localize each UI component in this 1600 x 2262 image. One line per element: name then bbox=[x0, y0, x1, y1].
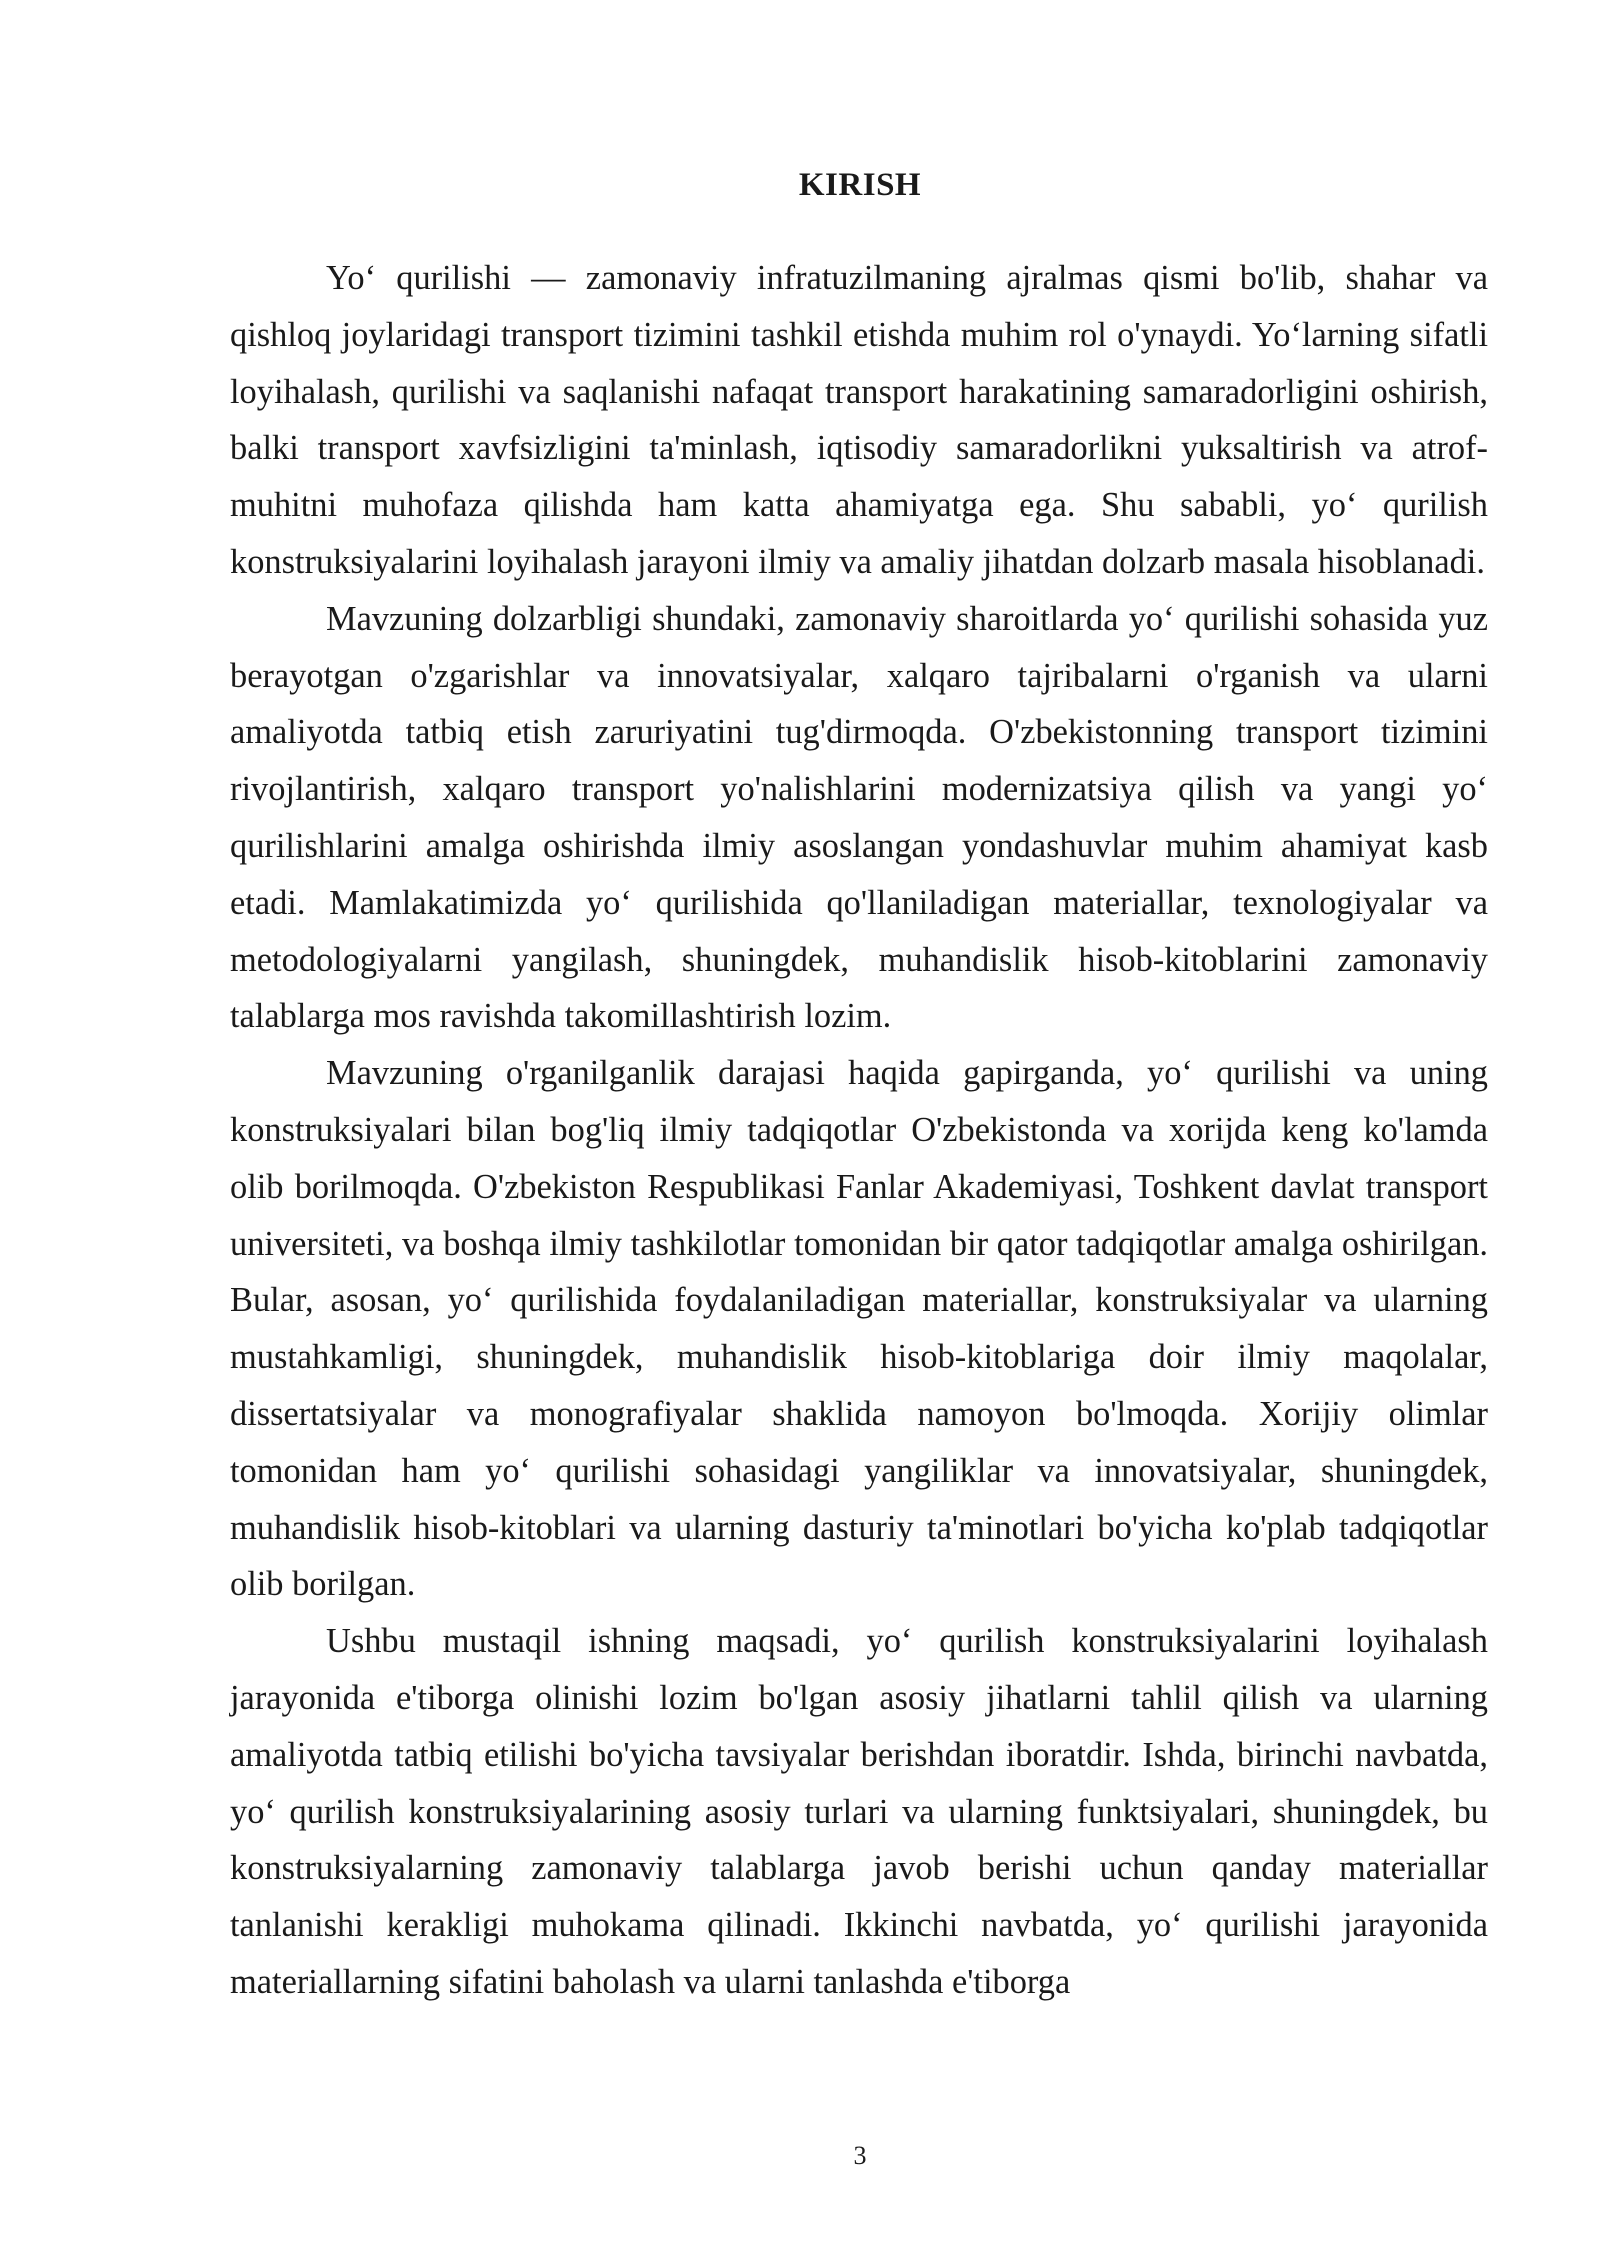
paragraph-introduction: Yo‘ qurilishi — zamonaviy infratuzilmaning ajralmas qismi bo'lib, shahar va qishloq joylaridagi transport tizimini tashkil etishda muhim rol o'ynaydi. Yo‘larning sifatli loyihalash, qurilishi va saqlanishi nafaqat transport harakatining samaradorligini oshirish, balki transport xavfsizligini ta'minlash, iqtisodiy samaradorlikni yuksaltirish va atrof-muhitni muhofaza qilishda ham katta ahamiyatga ega. Shu sababli, yo‘ qurilish konstruksiyalarini loyihalash jarayoni ilmiy va amaliy jihatdan dolzarb masala hisoblanadi. bbox=[230, 259, 1488, 581]
paragraph-relevance: Mavzuning dolzarbligi shundaki, zamonaviy sharoitlarda yo‘ qurilishi sohasida yuz berayotgan o'zgarishlar va innovatsiyalar, xalqaro tajribalarni o'rganish va ularni amaliyotda tatbiq etish zaruriyatini tug'dirmoqda. O'zbekistonning transport tizimini rivojlantirish, xalqaro transport yo'nalishlarini modernizatsiya qilish va yangi yo‘ qurilishlarini amalga oshirishda ilmiy asoslangan yondashuvlar muhim ahamiyat kasb etadi. Mamlakatimizda yo‘ qurilishida qo'llaniladigan materiallar, texnologiyalar va metodologiyalarni yangilash, shuningdek, muhandislik hisob-kitoblarini zamonaviy talablarga mos ravishda takomillashtirish lozim. bbox=[230, 599, 1488, 1036]
body-text bbox=[230, 250, 1488, 2011]
paragraph-research-degree: Mavzuning o'rganilganlik darajasi haqida gapirganda, yo‘ qurilishi va uning konstruksiyalari bilan bog'liq ilmiy tadqiqotlar O'zbekistonda va xorijda keng ko'lamda olib borilmoqda. O'zbekiston Respublikasi Fanlar Akademiyasi, Toshkent davlat transport universiteti, va boshqa ilmiy tashkilotlar tomonidan bir qator tadqiqotlar amalga oshirilgan. Bular, asosan, yo‘ qurilishida foydalaniladigan materiallar, konstruksiyalar va ularning mustahkamligi, shuningdek, muhandislik hisob-kitoblariga doir ilmiy maqolalar, dissertatsiyalar va monografiyalar shaklida namoyon bo'lmoqda. Xorijiy olimlar tomonidan ham yo‘ qurilishi sohasidagi yangiliklar va innovatsiyalar, shuningdek, muhandislik hisob-kitoblari va ularning dasturiy ta'minotlari bo'yicha ko'plab tadqiqotlar olib borilgan. bbox=[230, 1054, 1488, 1604]
page-number: 3 bbox=[853, 2141, 867, 2170]
section-title: KIRISH bbox=[798, 167, 922, 203]
paragraph-goal: Ushbu mustaqil ishning maqsadi, yo‘ qurilish konstruksiyalarini loyihalash jarayonida e'tiborga olinishi lozim bo'lgan asosiy jihatlarni tahlil qilish va ularning amaliyotda tatbiq etilishi bo'yicha tavsiyalar berishdan iboratdir. Ishda, birinchi navbatda, yo‘ qurilish konstruksiyalarining asosiy turlari va ularning funktsiyalari, shuningdek, bu konstruksiyalarning zamonaviy talablarga javob berishi uchun qanday materiallar tanlanishi kerakligi muhokama qilinadi. Ikkinchi navbatda, yo‘ qurilishi jarayonida materiallarning sifatini baholash va ularni tanlashda e'tiborga bbox=[230, 1622, 1488, 2001]
